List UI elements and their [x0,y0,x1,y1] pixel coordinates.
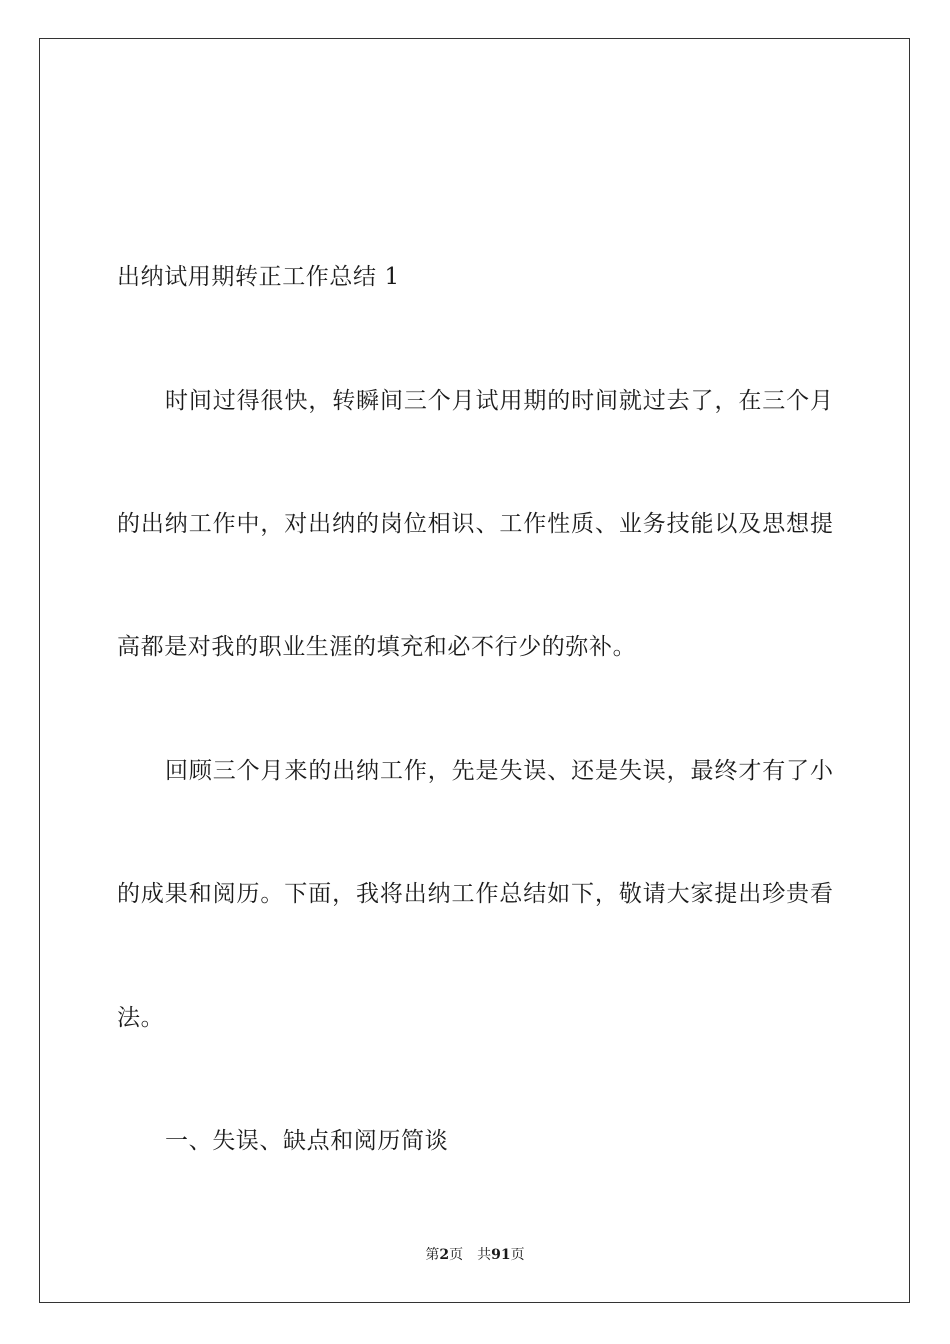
paragraph2-line1: 回顾三个月来的出纳工作，先是失误、还是失误，最终才有了小 [165,758,833,784]
footer-page-suffix: 页 [449,1247,464,1263]
footer-page-prefix: 第 [425,1247,440,1263]
page-footer [0,1245,950,1265]
page-frame [39,38,910,1303]
paragraph1-line1: 时间过得很快，转瞬间三个月试用期的时间就过去了，在三个月 [165,388,833,414]
footer-total-prefix: 共 [477,1247,492,1263]
paragraph2-line2: 的成果和阅历。下面，我将出纳工作总结如下，敬请大家提出珍贵看 [117,881,833,907]
footer-total-suffix: 页 [510,1247,525,1263]
footer-page-number: 2 [439,1247,450,1263]
footer-total-pages: 91 [491,1247,511,1263]
paragraph1-line3: 高都是对我的职业生涯的填充和必不行少的弥补。 [117,634,637,660]
paragraph2-line3: 法。 [117,1005,165,1031]
section-heading: 一、失误、缺点和阅历简谈 [165,1128,449,1154]
paragraph1-line2: 的出纳工作中，对出纳的岗位相识、工作性质、业务技能以及思想提 [117,511,833,537]
document-title: 出纳试用期转正工作总结 1 [117,264,400,290]
